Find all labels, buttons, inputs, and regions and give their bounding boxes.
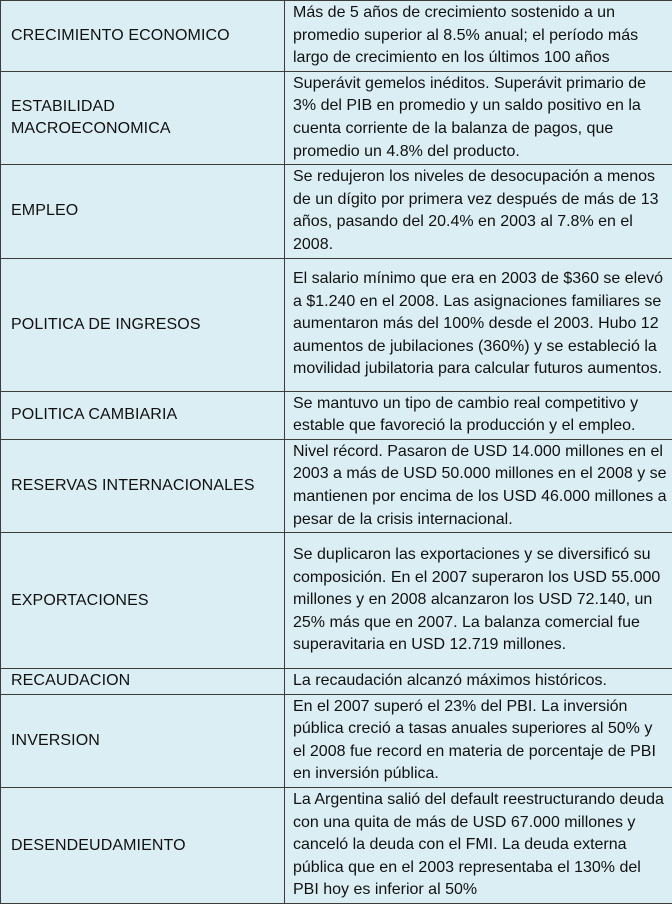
- row-label: RESERVAS INTERNACIONALES: [1, 439, 285, 532]
- table-row: [1, 694, 672, 787]
- row-label: DESENDEUDAMIENTO: [1, 788, 285, 904]
- table-row: [1, 71, 672, 164]
- row-label: INVERSION: [1, 694, 285, 787]
- row-description: La recaudación alcanzó máximos históricos.: [285, 669, 672, 695]
- row-label: EMPLEO: [1, 165, 285, 258]
- table-row: [1, 788, 672, 904]
- row-description: Superávit gemelos inéditos. Superávit primario de 3% del PIB en promedio y un saldo positivo en la cuenta corriente de la balanza de pagos, que promedio un 4.8% del producto.: [285, 71, 672, 164]
- row-description: Nivel récord. Pasaron de USD 14.000 millones en el 2003 a más de USD 50.000 millones en el 2008 y se mantienen por encima de los USD 46.000 millones a pesar de la crisis internacional.: [285, 439, 672, 532]
- row-label: RECAUDACION: [1, 669, 285, 695]
- table-row: [1, 439, 672, 532]
- row-description: El salario mínimo que era en 2003 de $360 se elevó a $1.240 en el 2008. Las asignaciones familiares se aumentaron más del 100% desde el 2003. Hubo 12 aumentos de jubilaciones (360%) y se estableció la movilidad jubilatoria para calcular futuros aumentos.: [285, 258, 672, 391]
- table-row: [1, 1, 672, 72]
- row-description: Se redujeron los niveles de desocupación a menos de un dígito por primera vez después de más de 13 años, pasando del 20.4% en 2003 al 7.8% en el 2008.: [285, 165, 672, 258]
- row-label: ESTABILIDAD MACROECONOMICA: [1, 71, 285, 164]
- row-description: En el 2007 superó el 23% del PBI. La inversión pública creció a tasas anuales superiores al 50% y el 2008 fue record en materia de porcentaje de PBI en inversión pública.: [285, 694, 672, 787]
- table-row: [1, 391, 672, 439]
- row-description: Se mantuvo un tipo de cambio real competitivo y estable que favoreció la producción y el empleo.: [285, 391, 672, 439]
- row-description: La Argentina salió del default reestructurando deuda con una quita de más de USD 67.000 millones y canceló la deuda con el FMI. La deuda externa pública que en el 2003 representaba el 130% del PBI hoy es inferior al 50%: [285, 788, 672, 904]
- row-label: POLITICA CAMBIARIA: [1, 391, 285, 439]
- table-row: [1, 533, 672, 669]
- row-description: Más de 5 años de crecimiento sostenido a un promedio superior al 8.5% anual; el período más largo de crecimiento en los últimos 100 años: [285, 1, 672, 72]
- row-label: CRECIMIENTO ECONOMICO: [1, 1, 285, 72]
- row-label: POLITICA DE INGRESOS: [1, 258, 285, 391]
- table-row: [1, 165, 672, 258]
- row-label: EXPORTACIONES: [1, 533, 285, 669]
- table-row: [1, 669, 672, 695]
- table-row: [1, 258, 672, 391]
- row-description: Se duplicaron las exportaciones y se diversificó su composición. En el 2007 superaron los USD 55.000 millones y en 2008 alcanzaron los USD 72.140, un 25% más que en 2007. La balanza comercial fue superavitaria en USD 12.719 millones.: [285, 533, 672, 669]
